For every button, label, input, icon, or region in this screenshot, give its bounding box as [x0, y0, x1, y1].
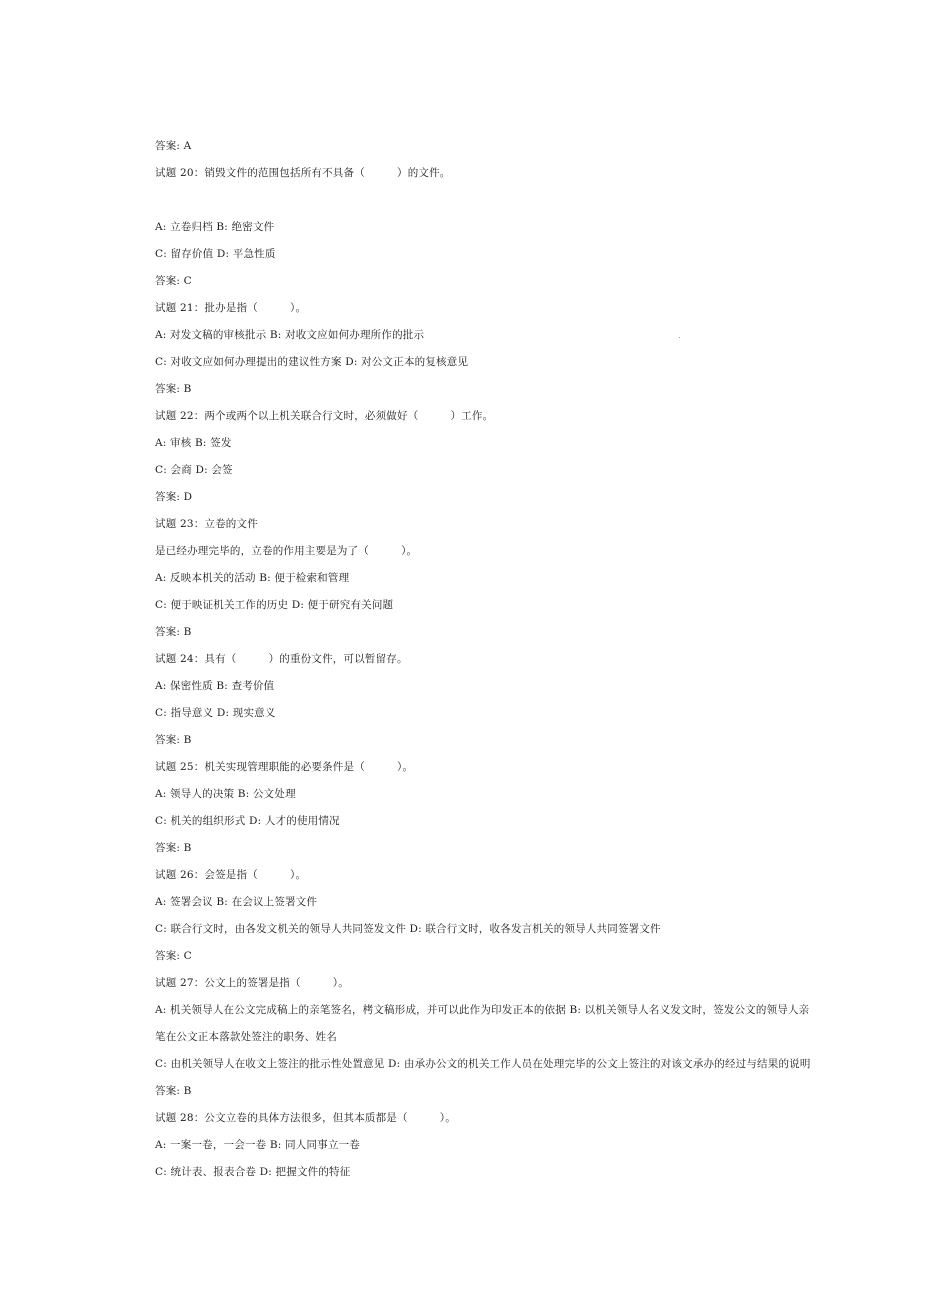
question-24: 试题 24：具有（ ）的重份文件，可以暂留存。	[155, 653, 408, 665]
options-line: C: 联合行文时，由各发文机关的领导人共同签发文件 D: 联合行文时，收各发言机关的领导人共同签署文件	[155, 923, 661, 935]
answer-line: 答案: B	[155, 842, 192, 854]
options-line: C: 统计表、报表合卷 D: 把握文件的特征	[155, 1166, 351, 1178]
answer-line: 答案: B	[155, 383, 192, 395]
answer-line: 答案: A	[155, 140, 192, 152]
question-21: 试题 21：批办是指（ ）。	[155, 302, 307, 314]
options-line: C: 机关的组织形式 D: 人才的使用情况	[155, 815, 340, 827]
options-line: C: 留存价值 D: 平急性质	[155, 248, 276, 260]
options-line: C: 由机关领导人在收文上签注的批示性处置意见 D: 由承办公文的机关工作人员在处理完毕的公文上签注的对该文承办的经过与结果的说明	[155, 1058, 811, 1070]
options-line: A: 机关领导人在公文完成稿上的亲笔签名，栲文稿形成，并可以此作为印发正本的依据 B: 以机关领导人名义发文时，签发公文的领导人亲笔在公文正本落款处签注的职务、姓名	[155, 1004, 810, 1043]
options-line: A: 审核 B: 签发	[155, 437, 232, 449]
question-23: 试题 23：立卷的文件	[155, 518, 258, 530]
options-line: A: 对发文稿的审核批示 B: 对收文应如何办理所作的批示	[155, 329, 425, 341]
answer-line: 答案: B	[155, 626, 192, 638]
options-line: C: 会商 D: 会签	[155, 464, 233, 476]
document-page	[155, 133, 815, 1186]
options-line: A: 保密性质 B: 查考价值	[155, 680, 275, 692]
answer-line: 答案: C	[155, 950, 192, 962]
answer-line: 答案: B	[155, 1085, 192, 1097]
question-20: 试题 20：销毁文件的范围包括所有不具备（ ）的文件。	[155, 167, 451, 179]
blank-gap	[155, 187, 815, 214]
question-25: 试题 25：机关实现管理职能的必要条件是（ ）。	[155, 761, 414, 773]
options-line: A: 一案一卷，一会一卷 B: 同人同事立一卷	[155, 1139, 360, 1151]
answer-line: 答案: C	[155, 275, 192, 287]
options-line: C: 指导意义 D: 现实意义	[155, 707, 276, 719]
answer-line: 答案: D	[155, 491, 193, 503]
options-line: A: 反映本机关的活动 B: 便于检索和管理	[155, 572, 350, 584]
question-22: 试题 22：两个或两个以上机关联合行文时，必须做好（ ）工作。	[155, 410, 494, 422]
question-27: 试题 27：公文上的签署是指（ ）。	[155, 977, 349, 989]
options-line: C: 对收文应如何办理提出的建议性方案 D: 对公文正本的复核意见	[155, 356, 469, 368]
options-line: A: 领导人的决策 B: 公文处理	[155, 788, 296, 800]
options-line: A: 立卷归档 B: 绝密文件	[155, 221, 275, 233]
options-line: C: 便于映证机关工作的历史 D: 便于研究有关问题	[155, 599, 394, 611]
question-26: 试题 26：会签是指（ ）。	[155, 869, 307, 881]
question-23-continued: 是已经办理完毕的，立卷的作用主要是为了（ ）。	[155, 545, 418, 557]
options-line: A: 签署会议 B: 在会议上签署文件	[155, 896, 318, 908]
question-28: 试题 28：公文立卷的具体方法很多，但其本质都是（ ）。	[155, 1112, 456, 1124]
answer-line: 答案: B	[155, 734, 192, 746]
